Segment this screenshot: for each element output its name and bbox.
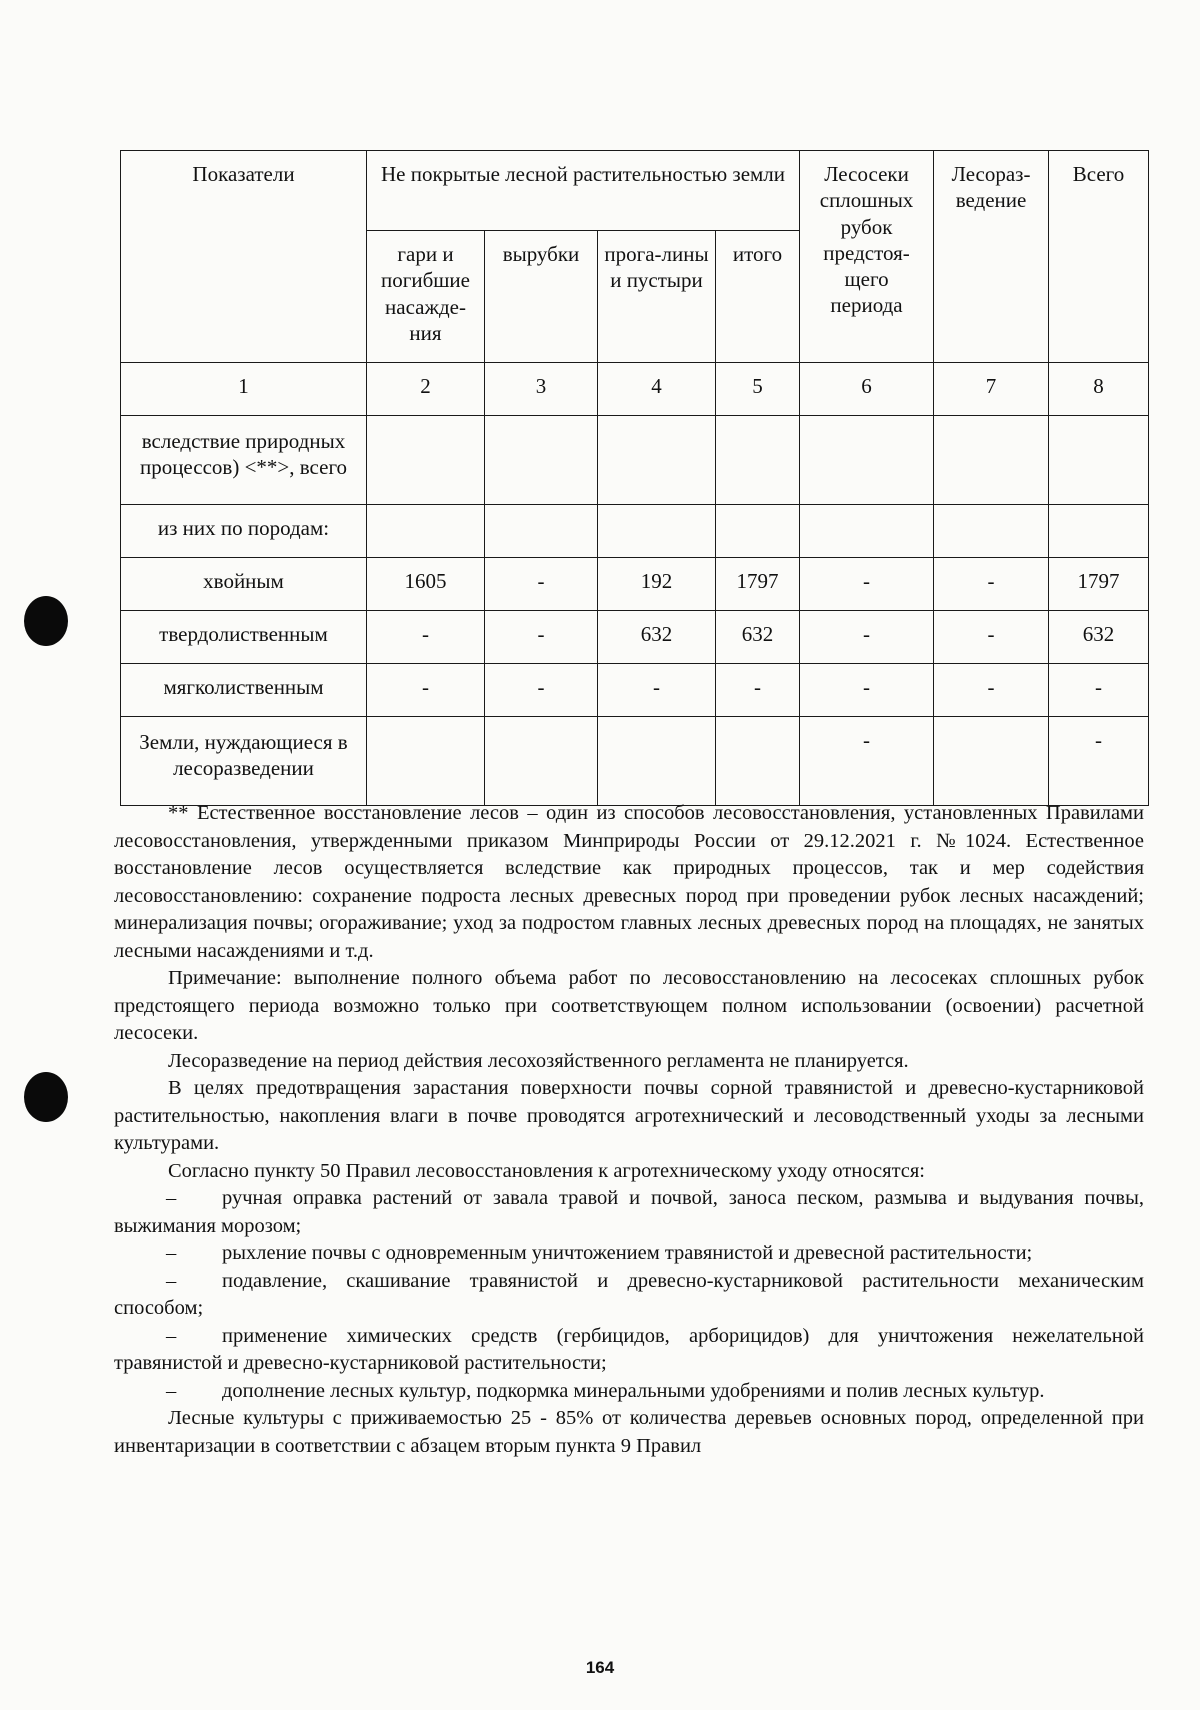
table-cell: [598, 505, 716, 558]
table-cell: 632: [1049, 611, 1149, 664]
column-number: 8: [1049, 363, 1149, 416]
table-cell: [934, 416, 1049, 505]
header-glades: прога-лины и пустыри: [598, 231, 716, 363]
table-cell: -: [934, 558, 1049, 611]
table-cell: [367, 416, 485, 505]
table-cell: [485, 717, 598, 806]
table-cell: [598, 717, 716, 806]
table-row: [121, 664, 1149, 717]
table-cell: -: [367, 664, 485, 717]
header-cuttings: вырубки: [485, 231, 598, 363]
row-label: вследствие природных процессов) <**>, всего: [121, 416, 367, 505]
table-cell: [598, 416, 716, 505]
table-row: [121, 505, 1149, 558]
table-cell: [800, 416, 934, 505]
table-cell: [1049, 416, 1149, 505]
table-cell: -: [485, 664, 598, 717]
table-cell: -: [800, 558, 934, 611]
table-cell: -: [800, 664, 934, 717]
table-cell: -: [485, 611, 598, 664]
table-cell: -: [800, 611, 934, 664]
table-row: [121, 558, 1149, 611]
header-afforestation: Лесораз-ведение: [934, 151, 1049, 363]
footnote-paragraph: ** Естественное восстановление лесов – один из способов лесовосстановления, установленных Правилами лесовосстановления, утвержденными приказом Минприроды России от 29.12.2021 г. №1024. Естественное восстановление лесов осуществляется вследствие как природных процессов, так и мер содействия лесовосстановлению: сохранение подроста лесных древесных пород при проведении рубок лесных насаждений; минерализация почвы; огораживание; уход за подростом главных лесных древесных пород на площадях, не занятых лесными насаждениями и т.д.: [114, 802, 1144, 962]
table-row: [121, 416, 1149, 505]
table-cell: 1605: [367, 558, 485, 611]
dash-marker: –: [166, 1187, 177, 1209]
table-cell: -: [485, 558, 598, 611]
header-clear-cut: Лесосеки сплошных рубок предстоя-щего периода: [800, 151, 934, 363]
dash-marker: –: [166, 1269, 177, 1292]
body-text: [114, 800, 1144, 1460]
table-cell: [485, 505, 598, 558]
list-item: – дополнение лесных культур, подкормка минеральными удобрениями и полив лесных культур.: [114, 1378, 1144, 1406]
table-cell: 192: [598, 558, 716, 611]
table-cell: [1049, 505, 1149, 558]
table-cell: 1797: [1049, 558, 1149, 611]
table-cell: -: [934, 611, 1049, 664]
row-label: твердолиственным: [121, 611, 367, 664]
row-label: мягколиственным: [121, 664, 367, 717]
table-cell: [716, 717, 800, 806]
table-cell: [485, 416, 598, 505]
table-cell: [934, 505, 1049, 558]
header-burned: гари и погибшие насажде-ния: [367, 231, 485, 363]
column-number: 2: [367, 363, 485, 416]
note-paragraph: Примечание: выполнение полного объема работ по лесовосстановлению на лесосеках сплошных рубок предстоящего периода возможно только при соответствующем полном использовании (освоении) расчетной лесосеки.: [114, 967, 1144, 1044]
table-cell: 1797: [716, 558, 800, 611]
table-cell: -: [934, 664, 1049, 717]
dash-marker: –: [166, 1242, 177, 1264]
page-number: 164: [585, 1658, 615, 1677]
punch-hole: [24, 1072, 68, 1122]
punch-hole: [24, 596, 68, 646]
row-label: Земли, нуждающиеся в лесоразведении: [121, 717, 367, 806]
purpose-paragraph: В целях предотвращения зарастания поверхности почвы сорной травянистой и древесно-кустарниковой растительностью, накопления влаги в почве проводятся агротехнический и лесоводственный уходы за лесными культурами.: [114, 1077, 1144, 1154]
table-cell: 632: [716, 611, 800, 664]
list-item: – рыхление почвы с одновременным уничтожением травянистой и древесной растительности;: [114, 1240, 1144, 1268]
table-cell: [716, 505, 800, 558]
row-label: из них по породам:: [121, 505, 367, 558]
header-indicators: Показатели: [121, 151, 367, 363]
table-cell: [367, 717, 485, 806]
header-total-sub: итого: [716, 231, 800, 363]
dash-marker: –: [166, 1324, 177, 1347]
column-number-row: [121, 363, 1149, 416]
row-label: хвойным: [121, 558, 367, 611]
table-cell: -: [716, 664, 800, 717]
list-item: – подавление, скашивание травянистой и древесно-кустарниковой растительности механическим способом;: [114, 1269, 1144, 1319]
list-item: – ручная оправка растений от завала травой и почвой, заноса песком, размыва и выдувания почвы, выжимания морозом;: [114, 1187, 1144, 1237]
table-cell: 632: [598, 611, 716, 664]
table-row: [121, 611, 1149, 664]
table-cell: -: [1049, 717, 1149, 806]
dash-marker: –: [166, 1379, 177, 1402]
header-not-covered: Не покрытые лесной растительностью земли: [367, 151, 800, 231]
header-grand-total: Всего: [1049, 151, 1149, 363]
column-number: 4: [598, 363, 716, 416]
table-cell: -: [1049, 664, 1149, 717]
column-number: 7: [934, 363, 1049, 416]
table-cell: [800, 505, 934, 558]
table-cell: -: [367, 611, 485, 664]
list-item: – применение химических средств (гербицидов, арборицидов) для уничтожения нежелательной травянистой и древесно-кустарниковой растительности;: [114, 1324, 1144, 1374]
table-cell: -: [800, 717, 934, 806]
column-number: 1: [121, 363, 367, 416]
afforestation-paragraph: Лесоразведение на период действия лесохозяйственного регламента не планируется.: [168, 1049, 909, 1072]
table-cell: -: [598, 664, 716, 717]
column-number: 6: [800, 363, 934, 416]
table-cell: [367, 505, 485, 558]
column-number: 5: [716, 363, 800, 416]
according-paragraph: Согласно пункту 50 Правил лесовосстановления к агротехническому уходу относятся:: [168, 1159, 925, 1182]
table-cell: [934, 717, 1049, 806]
column-number: 3: [485, 363, 598, 416]
table-cell: [716, 416, 800, 505]
table-row: [121, 717, 1149, 806]
reforestation-table: [120, 150, 1149, 806]
last-paragraph: Лесные культуры с приживаемостью 25 - 85% от количества деревьев основных пород, определенной при инвентаризации в соответствии с абзацем вторым пункта 9 Правил: [114, 1407, 1144, 1457]
